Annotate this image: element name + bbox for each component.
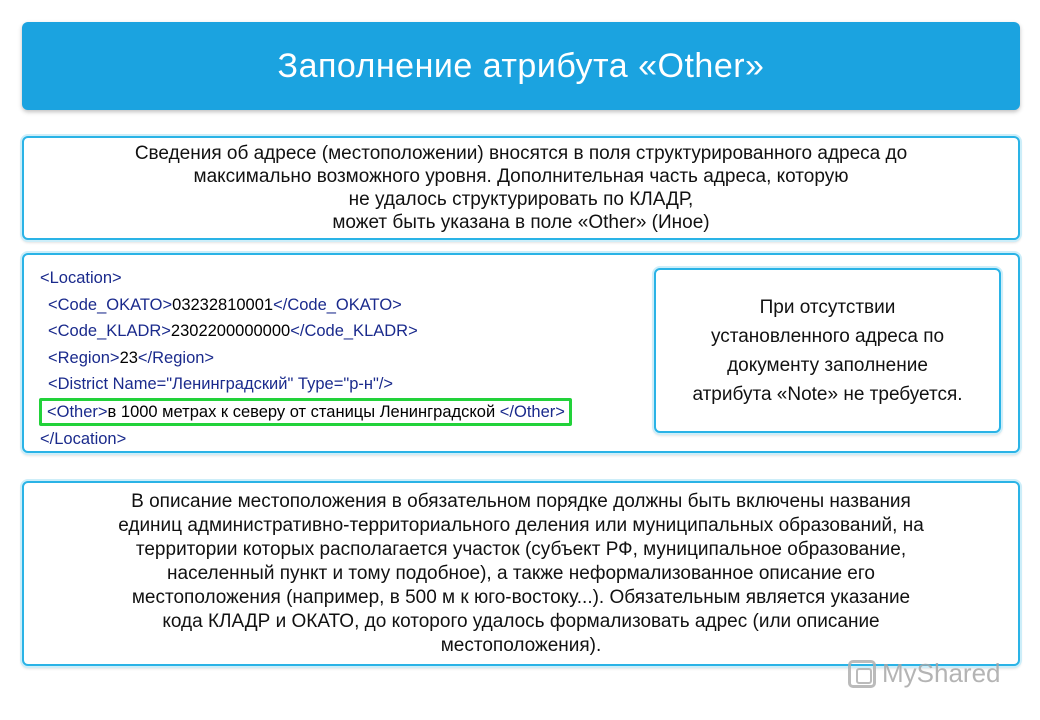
myshared-logo-icon <box>848 660 876 688</box>
description-line: территории которых располагается участок (субъект РФ, муниципальное образование, <box>135 538 907 560</box>
intro-line: не удалось структурировать по КЛАДР, <box>348 189 694 210</box>
note-line: документу заполнение <box>727 354 928 376</box>
code-line-location-close: </Location> <box>40 429 127 448</box>
intro-line: максимально возможного уровня. Дополнительная часть адреса, которую <box>193 166 849 187</box>
intro-text <box>135 142 907 234</box>
watermark-text: MyShared <box>882 658 1001 688</box>
description-box <box>22 481 1020 666</box>
description-line: кода КЛАДР и ОКАТО, до которого удалось формализовать адрес (или описание <box>162 610 880 632</box>
watermark <box>848 658 1001 689</box>
note-box <box>654 268 1001 433</box>
note-line: установленного адреса по <box>710 325 945 347</box>
page-title: Заполнение атрибута «Other» <box>277 46 765 85</box>
xml-code <box>40 265 572 452</box>
description-line: местоположения (например, в 500 м к юго-востоку...). Обязательным является указание <box>131 586 911 608</box>
other-highlight: <Other>в 1000 метрах к северу от станицы Ленинградской </Other> <box>39 398 572 426</box>
note-line: При отсутствии <box>759 296 896 318</box>
code-line-other <box>40 398 572 426</box>
code-line-okato: <Code_OKATO>03232810001</Code_OKATO> <box>48 295 402 314</box>
code-line-district: <District Name="Ленинградский" Type="р-н"/> <box>48 375 394 393</box>
description-line: местоположения). <box>440 634 602 656</box>
description-line: населенный пункт и тому подобное), а также неформализованное описание его <box>167 562 875 584</box>
description-text <box>78 490 964 658</box>
note-text <box>692 293 962 409</box>
code-line-kladr: <Code_KLADR>2302200000000</Code_KLADR> <box>48 322 418 340</box>
description-line: единиц административно-территориального деления или муниципальных образований, на <box>118 514 924 536</box>
note-line: атрибута «Note» не требуется. <box>692 383 963 405</box>
code-line-region: <Region>23</Region> <box>48 348 215 367</box>
title-banner <box>22 22 1020 110</box>
intro-line: может быть указана в поле «Other» (Иное) <box>332 212 710 233</box>
intro-line: Сведения об адресе (местоположении) вносятся в поля структурированного адреса до <box>134 143 908 164</box>
description-line: В описание местоположения в обязательном порядке должны быть включены названия <box>131 490 911 512</box>
code-line-location-open: <Location> <box>40 269 122 287</box>
intro-box <box>22 136 1020 240</box>
